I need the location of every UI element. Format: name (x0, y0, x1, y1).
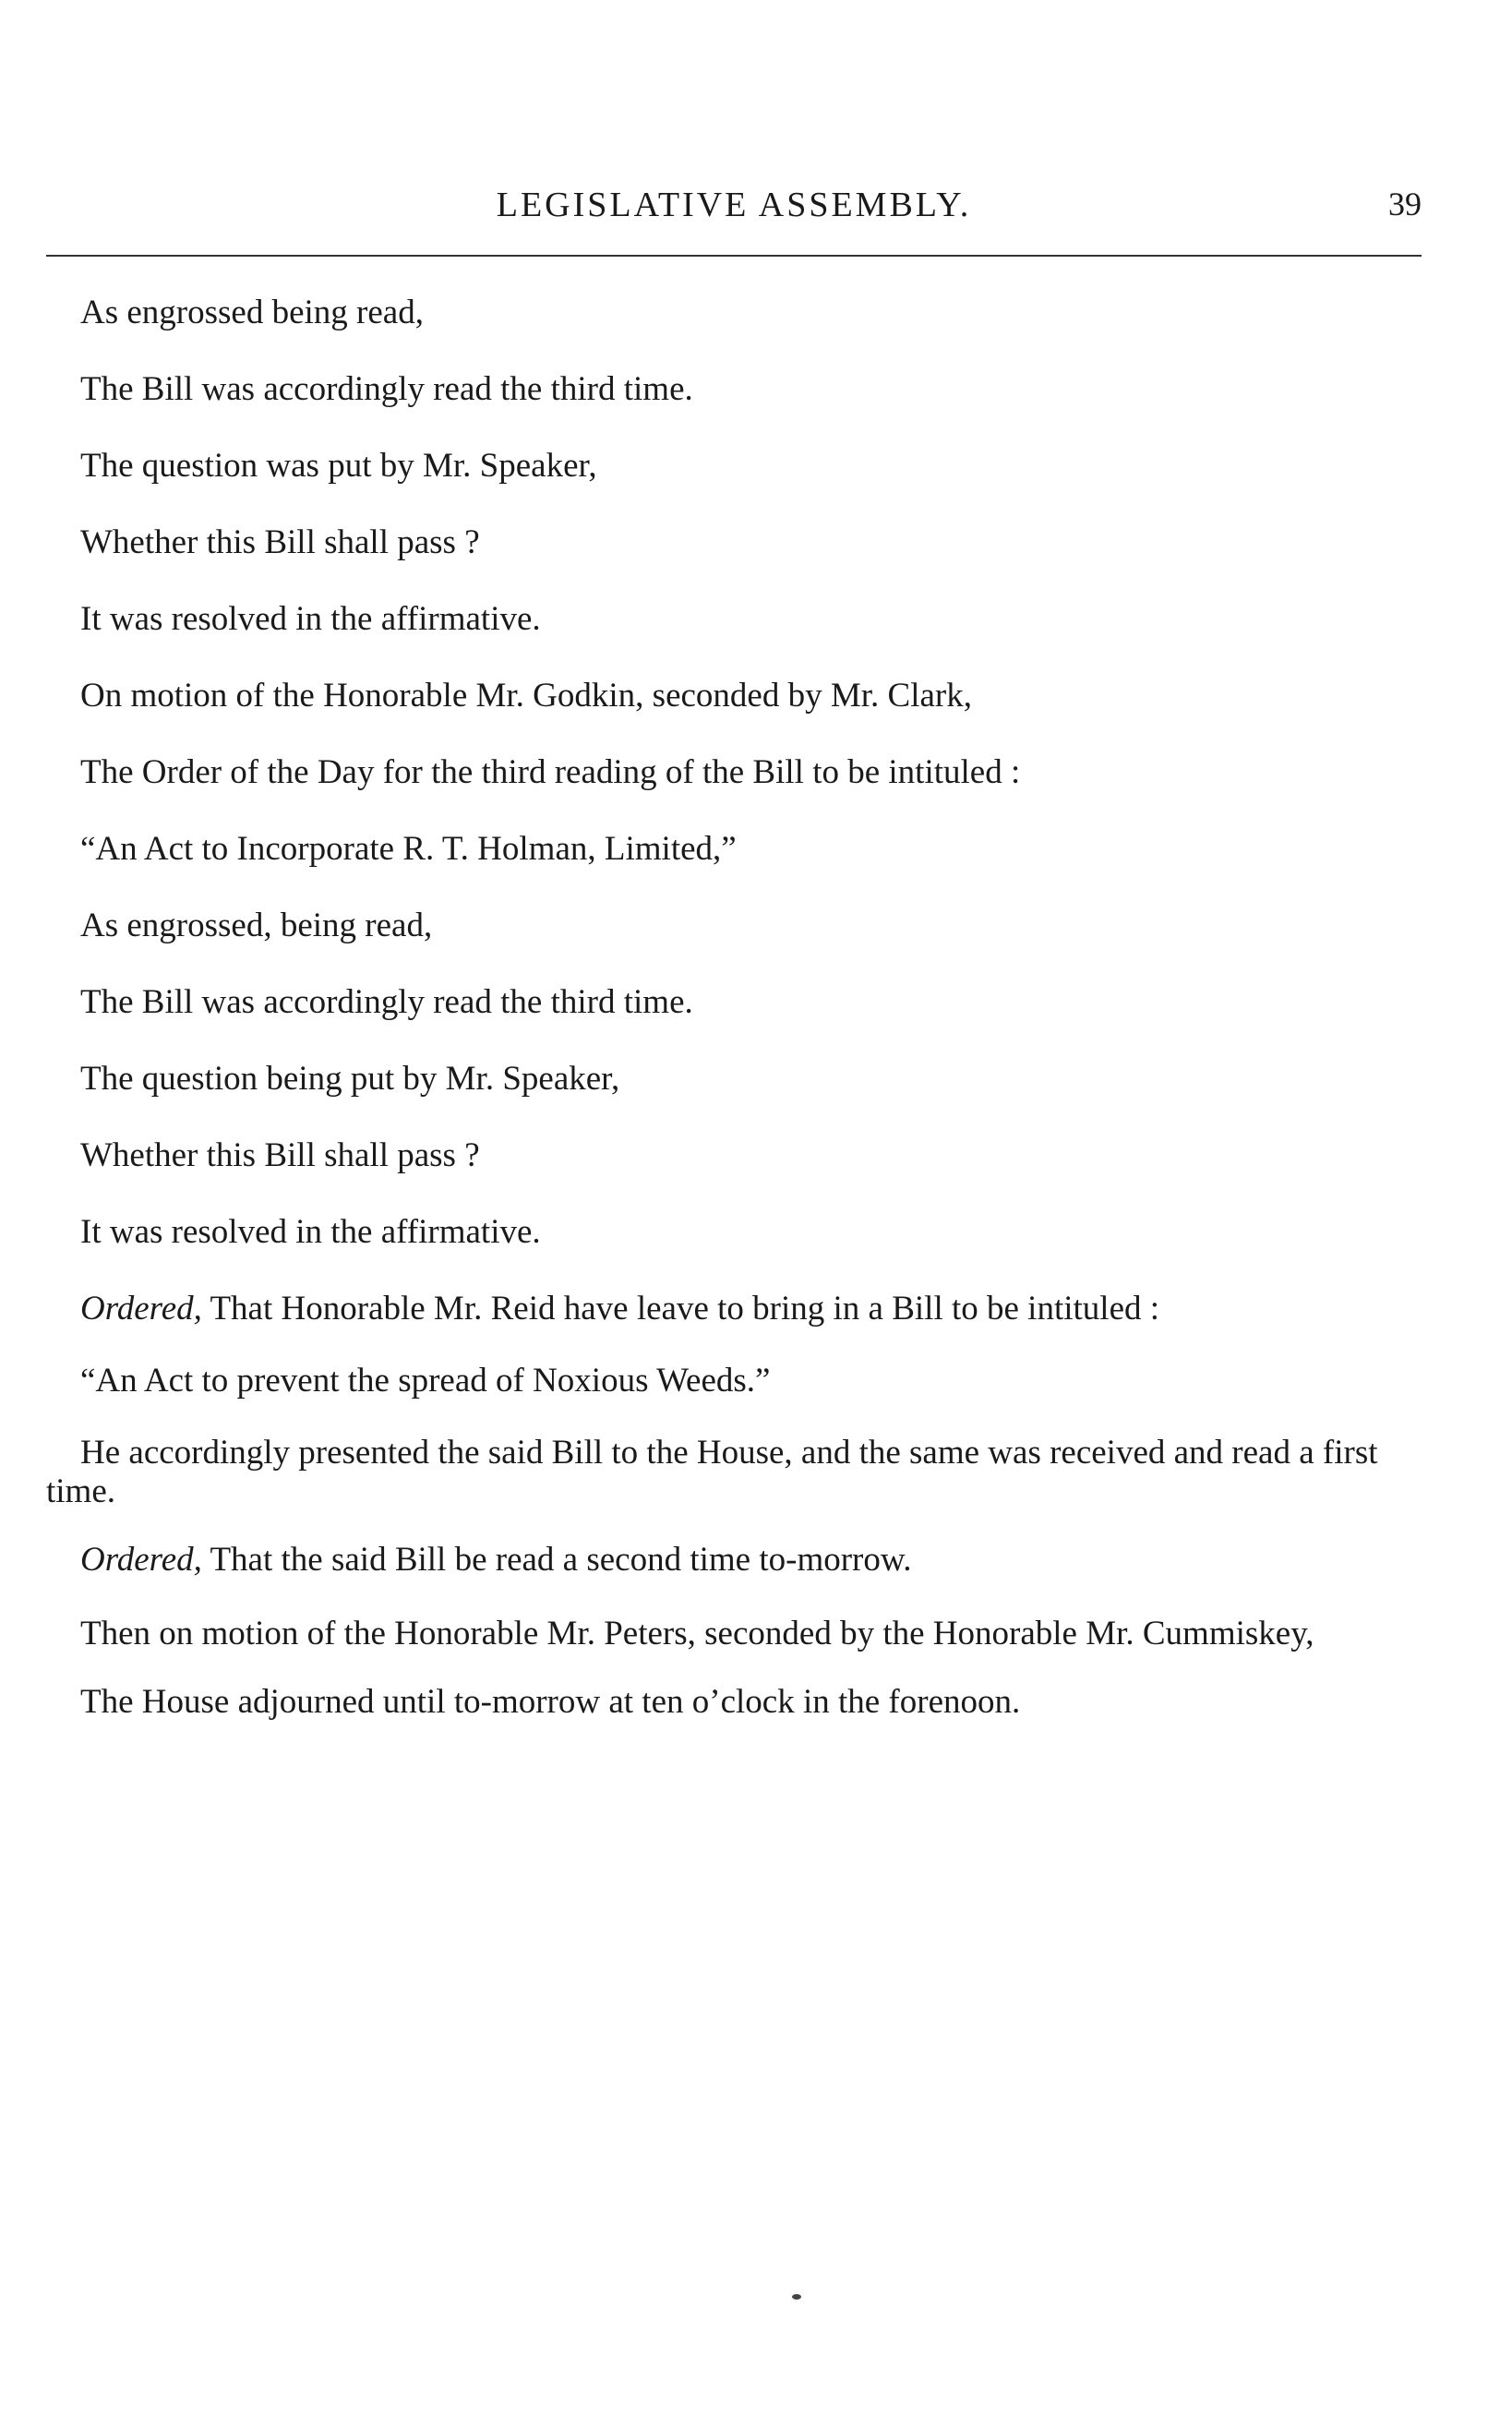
header-rule (46, 255, 1422, 257)
paragraph: Then on motion of the Honorable Mr. Peters, seconded by the Honorable Mr. Cummiskey, (80, 1615, 1314, 1652)
paragraph: As engrossed being read, (80, 294, 424, 331)
paragraph: Whether this Bill shall pass ? (80, 523, 480, 561)
paragraph: Ordered, That the said Bill be read a second time to-morrow. (80, 1541, 912, 1579)
paragraph: “An Act to Incorporate R. T. Holman, Limited,” (80, 830, 737, 868)
paragraph: It was resolved in the affirmative. (80, 600, 541, 638)
paragraph: The question was put by Mr. Speaker, (80, 447, 597, 485)
paragraph: On motion of the Honorable Mr. Godkin, seconded by Mr. Clark, (80, 677, 972, 715)
paragraph: It was resolved in the affirmative. (80, 1213, 541, 1251)
ordered-lead: Ordered, (80, 1541, 202, 1579)
ordered-lead: Ordered, (80, 1290, 202, 1328)
page-number: 39 (1388, 186, 1422, 222)
paragraph: The House adjourned until to-morrow at ten o’clock in the forenoon. (80, 1683, 1021, 1721)
running-header (46, 185, 1422, 240)
paragraph: Whether this Bill shall pass ? (80, 1136, 480, 1174)
body-text (46, 294, 1426, 1722)
paragraph: The Order of the Day for the third reading of the Bill to be intituled : (80, 753, 1021, 791)
paragraph: Ordered, That Honorable Mr. Reid have leave to bring in a Bill to be intituled : (80, 1290, 1160, 1328)
paragraph: He accordingly presented the said Bill to the House, and the same was received and read a first time. (46, 1434, 1378, 1510)
paragraph: The Bill was accordingly read the third time. (80, 370, 693, 408)
running-title: LEGISLATIVE ASSEMBLY. (496, 186, 972, 224)
paragraph: The Bill was accordingly read the third time. (80, 983, 693, 1021)
paragraph: As engrossed, being read, (80, 907, 433, 944)
ink-speck (792, 2294, 801, 2300)
paragraph: “An Act to prevent the spread of Noxious Weeds.” (80, 1362, 771, 1400)
paragraph: The question being put by Mr. Speaker, (80, 1060, 620, 1098)
